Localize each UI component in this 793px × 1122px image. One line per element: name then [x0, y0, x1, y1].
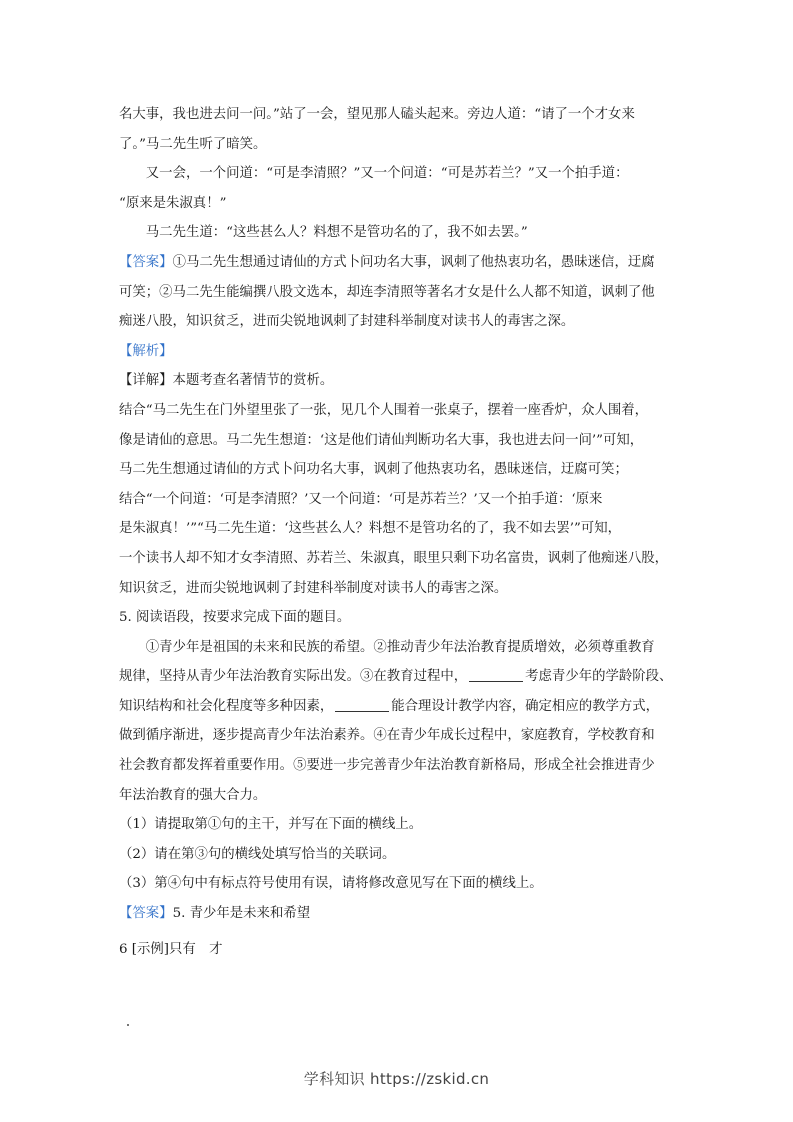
sub-question-2: （2）请在第③句的横线处填写恰当的关联词。 — [119, 846, 396, 862]
passage-line: 年法治教育的强大合力。 — [119, 787, 267, 803]
detail-heading: 【详解】本题考查名著情节的赏析。 — [119, 373, 334, 389]
passage-line: 做到循序渐进，逐步提高青少年法治素养。④在青少年成长过程中，家庭教育，学校教育和 — [119, 728, 655, 744]
detail-line: 马二先生想通过请仙的方式卜问功名大事，讽刺了他热衷功名，愚昧迷信，迂腐可笑； — [119, 462, 628, 478]
sub-question-1: （1）请提取第①句的主干，并写在下面的横线上。 — [119, 817, 423, 833]
detail-line: 结合“一个问道：‘可是李清照？’又一个问道：‘可是苏若兰？’又一个拍手道：‘原来 — [119, 491, 603, 507]
detail-line: 是朱淑真！’”“马二先生道：‘这些甚么人？料想不是管功名的了，我不如去罢’”可知， — [119, 521, 621, 537]
answer-tag: 【答案】 — [119, 254, 173, 270]
answer-5-line — [119, 899, 675, 929]
passage-text: 规律，坚持从青少年法治教育实际出发。③在教育过程中， — [119, 669, 468, 685]
story-line: 马二先生道：“这些甚么人？料想不是管功名的了，我不如去罢。” — [145, 225, 528, 241]
passage-text: 知识结构和社会化程度等多种因素， — [119, 698, 334, 714]
answer-6-line: 6 [示例]只有 才 — [119, 941, 223, 957]
answer-text: ①马二先生想通过请仙的方式卜问功名大事，讽刺了他热衷功名，愚昧迷信，迂腐 — [172, 254, 655, 270]
story-line: 了。”马二先生听了暗笑。 — [119, 136, 267, 152]
sub-question-3: （3）第④句中有标点符号使用有误，请将修改意见写在下面的横线上。 — [119, 876, 543, 892]
detail-line: 像是请仙的意思。马二先生想道：‘这是他们请仙判断功名大事，我也进去问一问’”可知， — [119, 432, 644, 448]
passage-line: ①青少年是祖国的未来和民族的希望。②推动青少年法治教育提质增效，必须尊重教育 — [145, 639, 655, 655]
passage-line: 社会教育都发挥着重要作用。⑤要进一步完善青少年法治教育新格局，形成全社会推进青少 — [119, 758, 655, 774]
document-content — [119, 100, 675, 964]
answer-line: 可笑；②马二先生能编撰八股文选本，却连李清照等著名才女是什么人都不知道，讽刺了他 — [119, 284, 655, 300]
stray-mark — [127, 1024, 129, 1026]
question-5-title: 5. 阅读语段，按要求完成下面的题目。 — [119, 610, 351, 626]
passage-text: 考虑青少年的学龄阶段、 — [525, 669, 673, 685]
fill-blank-1 — [469, 668, 523, 682]
analysis-tag: 【解析】 — [119, 343, 173, 359]
story-line: “原来是朱淑真！” — [119, 195, 227, 211]
detail-line: 一个读书人却不知才女李清照、苏若兰、朱淑真，眼里只剩下功名富贵，讽刺了他痴迷八股， — [119, 550, 669, 566]
footer-watermark: 学科知识 https://zskid.cn — [303, 1070, 490, 1088]
answer-line — [119, 248, 675, 278]
passage-line — [119, 662, 675, 692]
passage-text: 能合理设计教学内容，确定相应的教学方式， — [391, 698, 660, 714]
answer-line: 痴迷八股，知识贫乏，进而尖锐地讽刺了封建科举制度对读书人的毒害之深。 — [119, 314, 575, 330]
detail-line: 知识贫乏，进而尖锐地讽刺了封建科举制度对读书人的毒害之深。 — [119, 580, 508, 596]
story-line: 名大事，我也进去问一问。”站了一会，望见那人磕头起来。旁边人道：“请了一个才女来 — [119, 107, 635, 122]
fill-blank-2 — [335, 697, 389, 711]
answer-tag: 【答案】 — [119, 906, 173, 922]
answer-5-text: 5. 青少年是未来和希望 — [172, 906, 311, 922]
story-line: 又一会，一个问道：“可是李清照？”又一个问道：“可是苏若兰？”又一个拍手道： — [145, 166, 629, 182]
detail-line: 结合“马二先生在门外望里张了一张，见几个人围着一张桌子，摆着一座香炉，众人围着， — [119, 402, 649, 418]
passage-line — [119, 692, 675, 722]
